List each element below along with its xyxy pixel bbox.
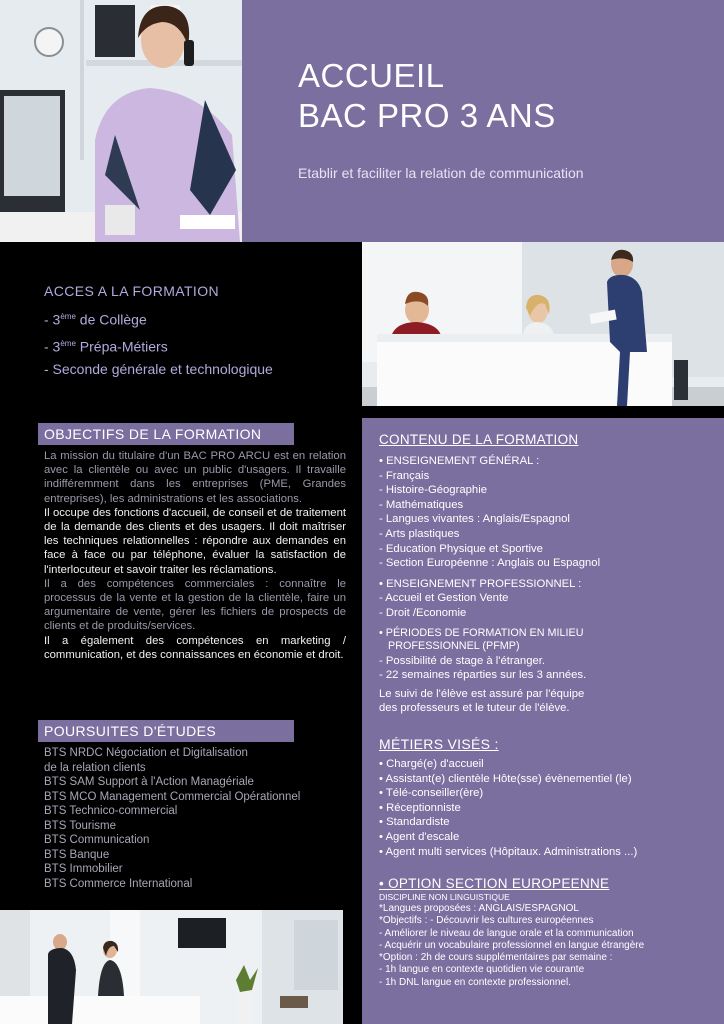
contenu-section (379, 432, 600, 716)
objectifs-paragraph-1: La mission du titulaire d'un BAC PRO ARCU est en relation avec la clientèle ou avec un public d'usagers. Il travaille indifféremment dans les entreprises (PME, Grandes entreprises), les administrations et les associations. (44, 450, 346, 505)
list-item: - Accueil et Gestion Vente (379, 592, 509, 605)
list-item: BTS Communication (44, 834, 150, 847)
reception-desk-photo (362, 242, 724, 406)
list-item: - Droit /Economie (379, 606, 467, 619)
objectifs-body (44, 449, 346, 662)
suivi-line-1: Le suivi de l'élève est assuré par l'équipe (379, 687, 585, 700)
page-title (298, 56, 556, 136)
suivi-line-2: des professeurs et le tuteur de l'élève. (379, 702, 570, 715)
list-item: BTS SAM Support à l'Action Managériale (44, 776, 254, 789)
list-item: • Agent multi services (Hôpitaux. Administrations ...) (379, 845, 638, 858)
option-line: - 1h DNL langue en contexte professionnel. (379, 976, 571, 988)
option-line: - 1h langue en contexte quotidien vie courante (379, 964, 585, 976)
list-item: - Arts plastiques (379, 527, 460, 540)
pfmp-heading-1: • PÉRIODES DE FORMATION EN MILIEU (379, 626, 584, 639)
list-item: - Histoire-Géographie (379, 484, 487, 497)
list-item: • Réceptionniste (379, 801, 461, 814)
list-item: BTS Tourisme (44, 819, 117, 832)
list-item: BTS Commerce International (44, 877, 193, 890)
title-line-1: ACCUEIL (298, 57, 445, 94)
poursuites-list (44, 746, 300, 891)
option-line: - Améliorer le niveau de langue orale et la communication (379, 927, 634, 939)
metiers-heading: MÉTIERS VISÉS : (379, 736, 499, 752)
list-item: - Possibilité de stage à l'étranger. (379, 654, 546, 667)
list-item: - Langues vivantes : Anglais/Espagnol (379, 513, 570, 526)
list-item: • Agent d'escale (379, 830, 460, 843)
option-line: *Langues proposées : ANGLAIS/ESPAGNOL (379, 903, 579, 914)
acces-item: - 3ème de Collège (44, 311, 147, 328)
list-item: • Chargé(e) d'accueil (379, 758, 484, 770)
list-item: BTS Immobilier (44, 863, 123, 876)
list-item: de la relation clients (44, 761, 146, 774)
list-item: - Français (379, 469, 430, 482)
objectifs-heading: OBJECTIFS DE LA FORMATION (38, 423, 294, 445)
objectifs-paragraph-2: Il occupe des fonctions d'accueil, de conseil et de traitement de la demande des clients et des usagers. Il doit maîtriser les techniques relationnelles : répondre aux demandes en face à face ou par téléphone, évaluer la satisfaction de l'interlocuteur et savoir traiter les réclamations. (44, 506, 346, 576)
page-subtitle: Etablir et faciliter la relation de communication (298, 165, 584, 181)
acces-item: - 3ème Prépa-Métiers (44, 338, 168, 355)
option-subheading: DISCIPLINE NON LINGUISTIQUE (379, 892, 510, 902)
poursuites-heading: POURSUITES D'ÉTUDES (38, 720, 294, 742)
receptionist-photo (0, 0, 242, 242)
option-section (379, 876, 644, 989)
list-item: - 22 semaines réparties sur les 3 années. (379, 669, 587, 682)
list-item: - Education Physique et Sportive (379, 542, 543, 555)
metiers-section (379, 736, 637, 859)
objectifs-paragraph-4: Il a également des compétences en marketing / communication, et des connaissances en économie et droit. (44, 634, 346, 661)
list-item: • Télé-conseiller(ère) (379, 787, 484, 800)
option-heading: • OPTION SECTION EUROPEENNE (379, 876, 610, 891)
option-line: - Acquérir un vocabulaire professionnel en langue étrangère (379, 939, 645, 951)
list-item: • Standardiste (379, 816, 450, 829)
list-item: - Section Européenne : Anglais ou Espagnol (379, 557, 601, 570)
pfmp-heading-2: PROFESSIONNEL (PFMP) (388, 640, 520, 653)
list-item: - Mathématiques (379, 498, 464, 511)
acces-section (44, 283, 273, 381)
list-item: BTS Banque (44, 848, 110, 861)
list-item: • Assistant(e) clientèle Hôte(sse) évènementiel (le) (379, 772, 632, 785)
contenu-heading: CONTENU DE LA FORMATION (379, 432, 579, 447)
title-panel (242, 0, 724, 242)
option-line: *Option : 2h de cours supplémentaires par semaine : (379, 952, 613, 964)
option-line: *Objectifs : - Découvrir les cultures européennes (379, 915, 594, 927)
list-item: BTS Technico-commercial (44, 805, 178, 818)
title-line-2: BAC PRO 3 ANS (298, 97, 556, 134)
general-heading: • ENSEIGNEMENT GÉNÉRAL : (379, 455, 540, 467)
list-item: BTS NRDC Négociation et Digitalisation (44, 747, 248, 759)
pro-heading: • ENSEIGNEMENT PROFESSIONNEL : (379, 577, 582, 590)
office-lobby-photo (0, 910, 343, 1024)
acces-heading: ACCES A LA FORMATION (44, 283, 220, 299)
objectifs-paragraph-3: Il a des compétences commerciales : connaître le processus de la vente et la gestion de la clientèle, faire un argumentaire de vente, gérer les fichiers de prospects de clients et de produits/services. (44, 577, 346, 633)
acces-item: - Seconde générale et technologique (44, 361, 273, 378)
list-item: BTS MCO Management Commercial Opérationnel (44, 790, 301, 803)
